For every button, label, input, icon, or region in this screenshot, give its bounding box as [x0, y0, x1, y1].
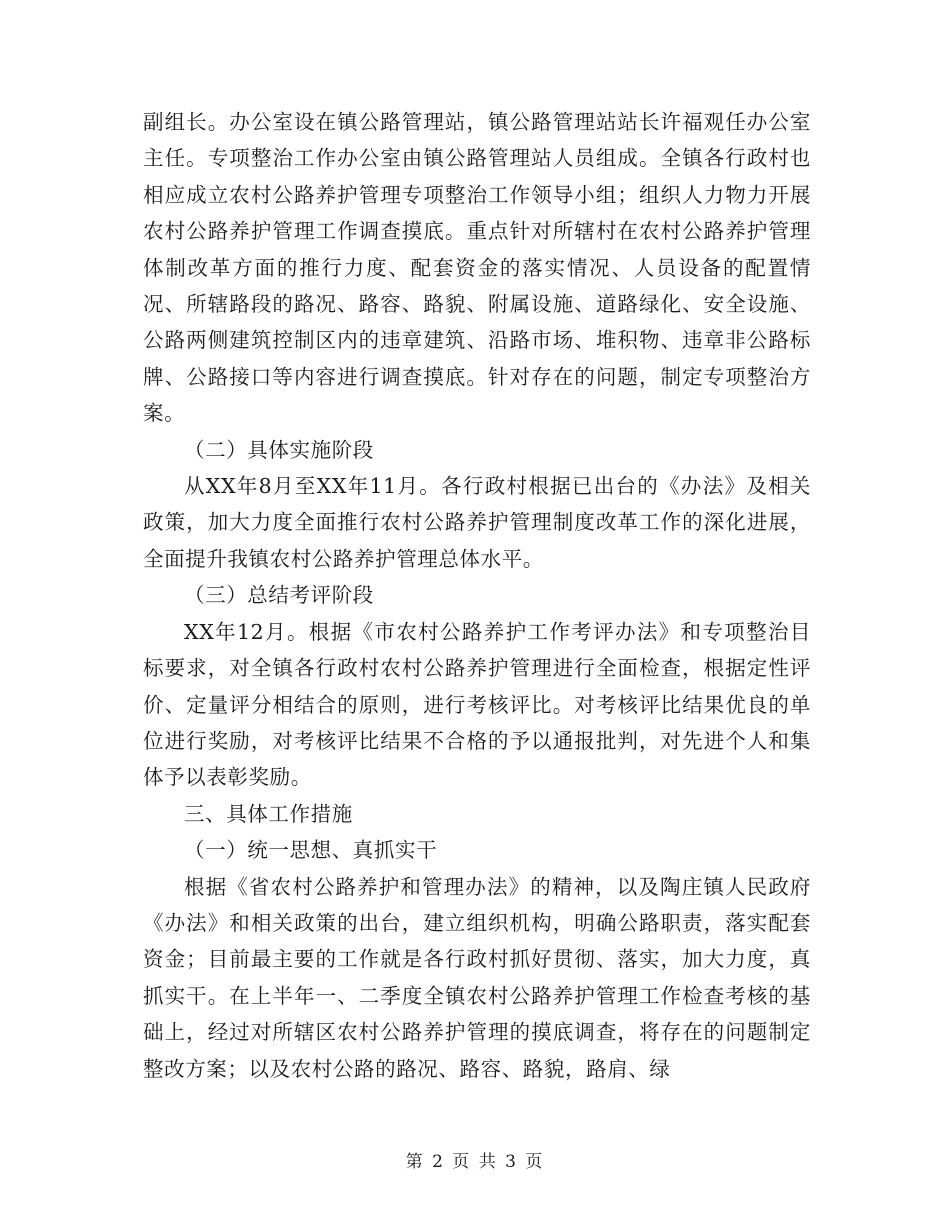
- subheading-implementation-stage: （二）具体实施阶段: [184, 437, 374, 462]
- paragraph-measures: 根据《省农村公路养护和管理办法》的精神，以及陶庄镇人民政府《办法》和相关政策的出台，建立组织机构，明确公路职责，落实配套资金；目前最主要的工作就是各行政村抓好贯彻、落实，加大力度，真抓实干。在上半年一、二季度全镇农村公路养护管理工作检查考核的基础上，经过对所辖区农村公路养护管理的摸底调查，将存在的问题制定整改方案；以及农村公路的路况、路容、路貌，路肩、绿: [143, 874, 811, 1081]
- paragraph-evaluation: XX年12月。根据《市农村公路养护工作考评办法》和专项整治目标要求，对全镇各行政村农村公路养护管理进行全面检查，根据定性评价、定量评分相结合的原则，进行考核评比。对考核评比结果优良的单位进行奖励，对考核评比结果不合格的予以通报批判，对先进个人和集体予以表彰奖励。: [143, 619, 811, 790]
- page-footer: [0, 1147, 950, 1172]
- subheading-evaluation-stage: （三）总结考评阶段: [184, 583, 374, 608]
- document-body: [143, 104, 811, 1087]
- subheading-unify-thinking: （一）统一思想、真抓实干: [184, 838, 438, 863]
- paragraph-implementation: 从XX年8月至XX年11月。各行政村根据已出台的《办法》及相关政策，加大力度全面推行农村公路养护管理制度改革工作的深化进展，全面提升我镇农村公路养护管理总体水平。: [143, 474, 811, 571]
- section-heading-measures: 三、具体工作措施: [184, 801, 353, 826]
- page-number-label: 第 2 页 共 3 页: [405, 1152, 545, 1172]
- paragraph-continuation: 副组长。办公室设在镇公路管理站，镇公路管理站站长许福观任办公室主任。专项整治工作办公室由镇公路管理站人员组成。全镇各行政村也相应成立农村公路养护管理专项整治工作领导小组；组织人力物力开展农村公路养护管理工作调查摸底。重点针对所辖村在农村公路养护管理体制改革方面的推行力度、配套资金的落实情况、人员设备的配置情况、所辖路段的路况、路容、路貌、附属设施、道路绿化、安全设施、公路两侧建筑控制区内的违章建筑、沿路市场、堆积物、违章非公路标牌、公路接口等内容进行调查摸底。针对存在的问题，制定专项整治方案。: [143, 110, 811, 426]
